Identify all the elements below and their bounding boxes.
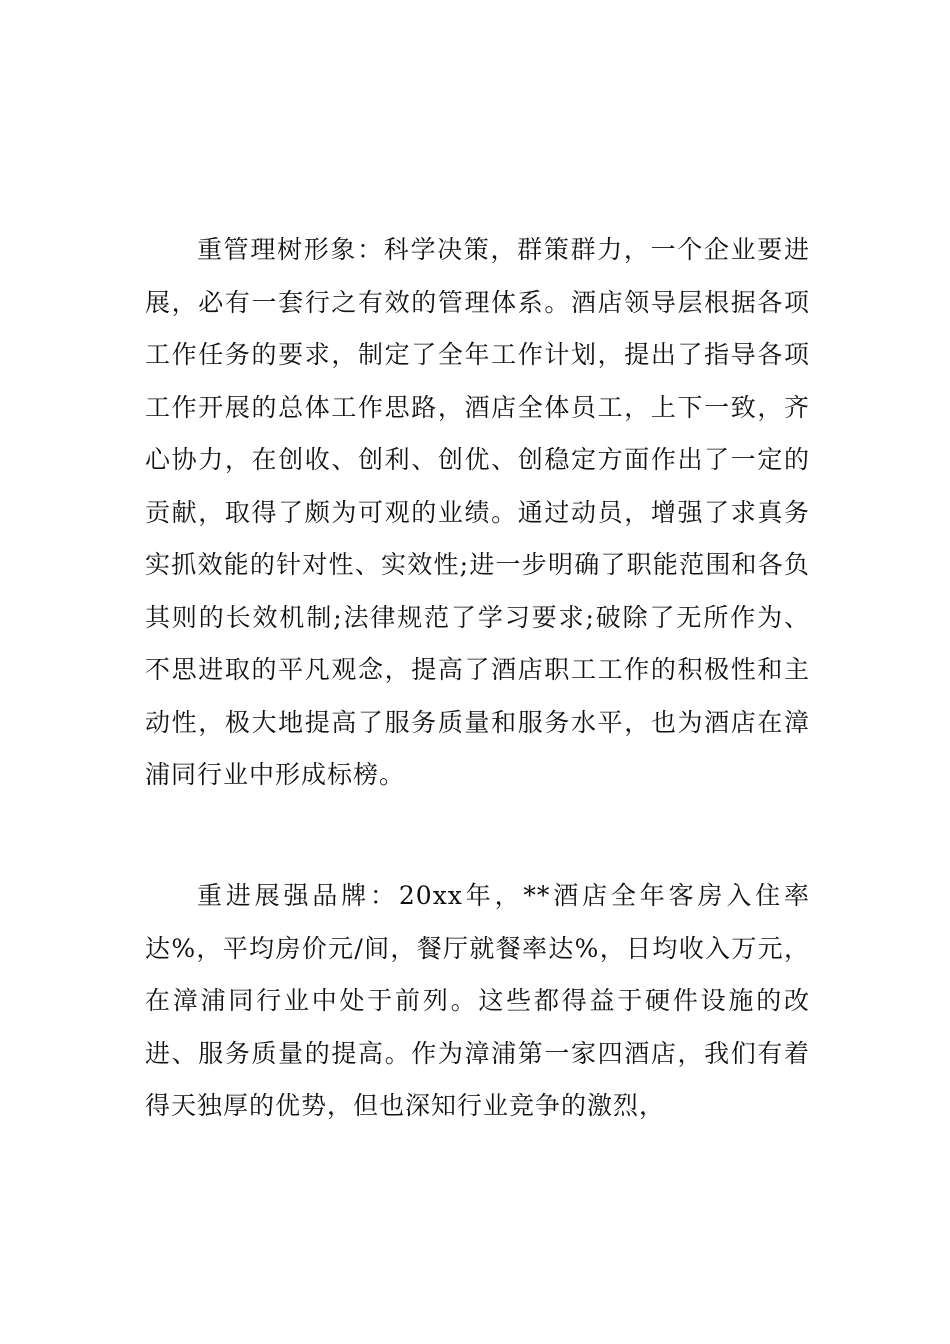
- paragraph-brand-development: 重进展强品牌：20xx年，**酒店全年客房入住率达%，平均房价元/间，餐厅就餐率达%，日均收入万元，在漳浦同行业中处于前列。这些都得益于硬件设施的改进、服务质量的提高。作为漳浦第一家四酒店，我们有着得天独厚的优势，但也深知行业竞争的激烈，: [145, 881, 810, 1120]
- paragraph-management-image: 重管理树形象：科学决策，群策群力，一个企业要进展，必有一套行之有效的管理体系。酒店领导层根据各项工作任务的要求，制定了全年工作计划，提出了指导各项工作开展的总体工作思路，酒店全体员工，上下一致，齐心协力，在创收、创利、创优、创稳定方面作出了一定的贡献，取得了颇为可观的业绩。通过动员，增强了求真务实抓效能的针对性、实效性;进一步明确了职能范围和各负其则的长效机制;法律规范了学习要求;破除了无所作为、不思进取的平凡观念，提高了酒店职工工作的积极性和主动性，极大地提高了服务质量和服务水平，也为酒店在漳浦同行业中形成标榜。: [145, 235, 810, 789]
